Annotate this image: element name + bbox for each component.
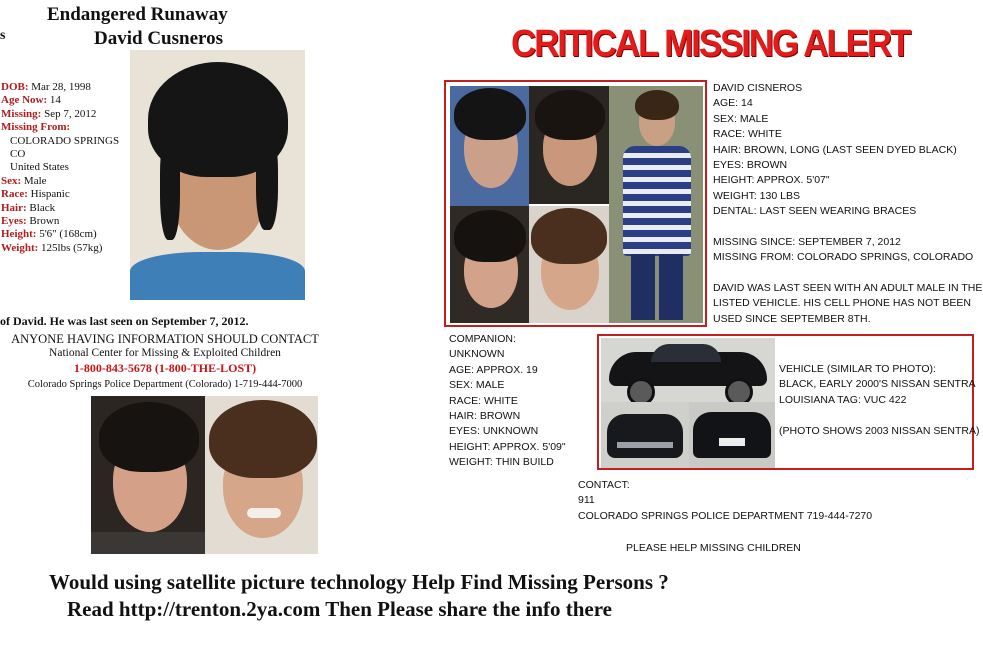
field-race — [1, 188, 119, 201]
age-progression-photo-right — [205, 396, 318, 554]
plea-text: PLEASE HELP MISSING CHILDREN — [626, 542, 801, 554]
subject-details — [713, 81, 957, 220]
field-label: Race: — [1, 188, 28, 201]
subject-line: EYES: BROWN — [713, 159, 788, 172]
vehicle-line: VEHICLE (SIMILAR TO PHOTO): — [779, 363, 936, 375]
field-dob — [1, 81, 119, 94]
last-seen-line: LISTED VEHICLE. HIS CELL PHONE HAS NOT BEEN — [713, 297, 971, 310]
vehicle-photo-side — [601, 338, 775, 402]
footer-question: Would using satellite picture technology Help Find Missing Persons ? — [49, 570, 669, 594]
missing-line: MISSING SINCE: SEPTEMBER 7, 2012 — [713, 236, 901, 248]
subject-line: AGE: 14 — [713, 97, 753, 110]
companion-details — [449, 332, 566, 471]
vehicle-line: (PHOTO SHOWS 2003 NISSAN SENTRA) — [779, 424, 980, 437]
companion-line: UNKNOWN — [449, 348, 505, 361]
contact-line: COLORADO SPRINGS POLICE DEPARTMENT 719-444-7270 — [578, 509, 873, 522]
age-progression-photo-left — [91, 396, 205, 554]
vehicle-line — [779, 408, 980, 423]
companion-line: RACE: WHITE — [449, 394, 518, 407]
field-value: Mar 28, 1998 — [31, 81, 91, 93]
field-value: Hispanic — [30, 188, 70, 201]
field-value: Male — [23, 174, 47, 187]
contact-details — [578, 478, 872, 524]
vehicle-photo-front — [601, 402, 689, 468]
companion-line: AGE: APPROX. 19 — [449, 363, 538, 376]
contact-line: 911 — [578, 494, 595, 507]
field-label: Age Now: — [1, 94, 48, 107]
location-line: CO — [10, 148, 26, 161]
critical-alert-headline: CRITICAL MISSING ALERT — [511, 23, 910, 65]
field-value: Brown — [29, 215, 60, 228]
last-seen-details — [713, 281, 982, 327]
subject-line: RACE: WHITE — [713, 128, 782, 141]
field-label: Eyes: — [1, 215, 27, 228]
missing-line: MISSING FROM: COLORADO SPRINGS, COLORADO — [713, 251, 974, 264]
collage-photo-5 — [529, 206, 609, 323]
field-value: 125lbs (57kg) — [41, 241, 103, 254]
edge-fragment: s — [0, 28, 6, 43]
subject-line: HEIGHT: APPROX. 5'07" — [713, 174, 830, 187]
last-seen-line: USED SINCE SEPTEMBER 8TH. — [713, 312, 871, 325]
collage-photo-2 — [529, 86, 609, 204]
vehicle-details — [779, 362, 980, 439]
vehicle-photo-rear — [689, 402, 775, 468]
field-label: Missing From: — [1, 121, 71, 134]
field-sex — [1, 175, 119, 188]
vehicle-line: LOUISIANA TAG: VUC 422 — [779, 393, 907, 406]
field-label: Hair: — [1, 201, 27, 214]
field-weight — [1, 242, 119, 255]
subject-line: DENTAL: LAST SEEN WEARING BRACES — [713, 205, 917, 218]
companion-line: HAIR: BROWN — [449, 410, 521, 423]
missing-details — [713, 235, 973, 266]
left-fields — [1, 81, 119, 255]
contact-heading: ANYONE HAVING INFORMATION SHOULD CONTACT — [11, 332, 319, 346]
contact-phone: 1-800-843-5678 (1-800-THE-LOST) — [73, 361, 257, 375]
contact-org: National Center for Missing & Exploited Children — [49, 347, 281, 359]
field-value: 14 — [49, 94, 61, 107]
field-height — [1, 228, 119, 241]
field-value: 5'6" (168cm) — [39, 228, 97, 241]
subject-line: WEIGHT: 130 LBS — [713, 189, 800, 202]
vehicle-line: BLACK, EARLY 2000'S NISSAN SENTRA — [779, 378, 976, 391]
contact-police: Colorado Springs Police Department (Colorado) 1-719-444-7000 — [27, 379, 303, 390]
field-hair — [1, 202, 119, 215]
companion-line: EYES: UNKNOWN — [449, 425, 539, 438]
subject-line: HAIR: BROWN, LONG (LAST SEEN DYED BLACK) — [713, 143, 957, 156]
poster-title-line1: Endangered Runaway — [47, 4, 228, 25]
field-age-now — [1, 94, 119, 107]
location-line: COLORADO SPRINGS — [10, 134, 120, 147]
field-label: Weight: — [1, 241, 39, 254]
last-seen-line: DAVID WAS LAST SEEN WITH AN ADULT MALE IN THE — [713, 282, 983, 294]
companion-line: WEIGHT: THIN BUILD — [449, 456, 554, 469]
field-value: Sep 7, 2012 — [44, 107, 97, 120]
collage-photo-1 — [450, 86, 529, 206]
companion-line: SEX: MALE — [449, 379, 505, 392]
footer-link-line: Read http://trenton.2ya.com Then Please share the info there — [67, 597, 612, 621]
photo-collage — [444, 80, 707, 327]
subject-line: SEX: MALE — [713, 112, 769, 125]
field-label: Sex: — [1, 174, 22, 187]
field-value: Black — [29, 201, 56, 214]
missing-person-portrait — [130, 50, 305, 300]
location-line: United States — [10, 161, 69, 174]
field-eyes — [1, 215, 119, 228]
field-label: DOB: — [1, 81, 29, 93]
contact-line: CONTACT: — [578, 479, 630, 491]
field-missing-from — [1, 121, 119, 134]
subject-line: DAVID CISNEROS — [713, 82, 803, 94]
field-label: Height: — [1, 228, 37, 241]
left-description: of David. He was last seen on September 7, 2012. — [0, 314, 249, 328]
field-label: Missing: — [1, 107, 42, 120]
collage-photo-4 — [450, 206, 529, 323]
companion-line: HEIGHT: APPROX. 5'09" — [449, 440, 566, 453]
collage-photo-3 — [609, 86, 703, 323]
companion-line: COMPANION: — [449, 333, 516, 345]
poster-title-line2: David Cusneros — [94, 28, 223, 49]
field-missing — [1, 108, 119, 121]
